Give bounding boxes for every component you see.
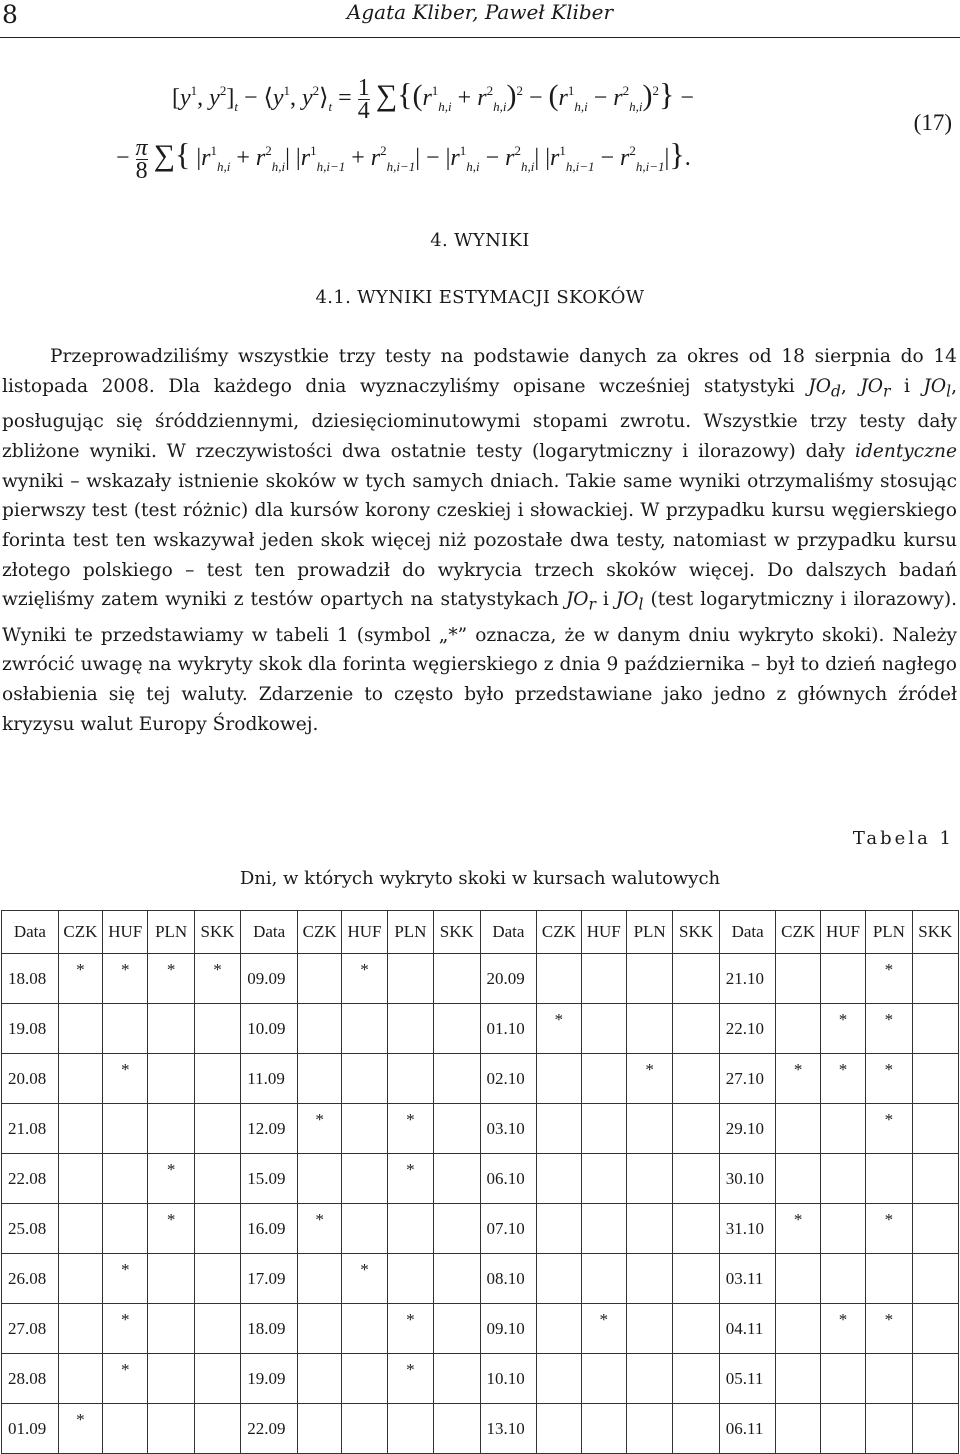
jump-cell: * bbox=[776, 1204, 820, 1254]
date-cell: 30.10 bbox=[719, 1154, 776, 1204]
jump-cell bbox=[626, 1154, 672, 1204]
jump-cell: * bbox=[148, 954, 194, 1004]
jump-cell bbox=[58, 1104, 102, 1154]
jump-cell bbox=[626, 1354, 672, 1404]
body-paragraph: Przeprowadziliśmy wszystkie trzy testy na podstawie danych za okres od 18 sierpnia do 14 listopada 2008. Dla każdego dnia wyznaczyliśmy opisane wcześniej statystyki $JO_d$, $JO_r$ i $JO_l$, posługując się śróddziennymi, dziesięciominutowymi stopami zwrotu. Wszystkie trzy testy dały zbliżone wyniki. W rzeczywistości dwa ostatnie testy (logarytmiczny i ilorazowy) dały identyczne wyniki – wskazały istnienie skoków w tych samych dniach. Takie same wyniki otrzymaliśmy stosując pierwszy test (test różnic) dla kursów korony czeskiej i słowackiej. W przypadku kursu węgierskiego forinta test ten wskazywał jeden skok więcej niż pozostałe dwa testy, natomiast w przypadku kursu złotego polskiego – test ten prowadził do wykrycia trzech skoków więcej. Do dalszych badań wzięliśmy zatem wyniki z testów opartych na statystykach $JO_r$ i $JO_l$ (test logarytmiczny i ilorazowy). Wyniki te przedstawiamy w tabeli 1 (symbol „*” oznacza, że w danym dniu wykryto skoki). Należy zwrócić uwagę na wykryty skok dla forinta węgierskiego z dnia 9 października – był to dzień nagłego osłabienia się tej waluty. Zdarzenie to często było przedstawiane jako jedno z głównych źródeł kryzysu walut Europy Środkowej. bbox=[2, 346, 958, 735]
date-cell: 07.10 bbox=[480, 1204, 537, 1254]
column-header: SKK bbox=[434, 911, 480, 954]
jump-cell bbox=[387, 1054, 433, 1104]
jump-cell bbox=[776, 954, 820, 1004]
date-cell: 22.09 bbox=[241, 1404, 298, 1454]
column-header: Data bbox=[480, 911, 537, 954]
jump-cell bbox=[626, 1204, 672, 1254]
date-cell: 26.08 bbox=[2, 1254, 59, 1304]
table-caption: Dni, w których wykryto skoki w kursach walutowych bbox=[239, 868, 721, 889]
jump-cell bbox=[537, 1104, 581, 1154]
jump-cell: * bbox=[297, 1204, 341, 1254]
jump-cell: * bbox=[537, 1004, 581, 1054]
date-cell: 21.08 bbox=[2, 1104, 59, 1154]
date-cell: 11.09 bbox=[241, 1054, 298, 1104]
jump-cell: * bbox=[820, 1004, 865, 1054]
jump-cell bbox=[820, 1104, 865, 1154]
date-cell: 15.09 bbox=[241, 1154, 298, 1204]
jump-cell bbox=[434, 1254, 480, 1304]
jump-cell bbox=[537, 1254, 581, 1304]
column-header: CZK bbox=[297, 911, 341, 954]
table-row bbox=[2, 954, 959, 1004]
jump-cell: * bbox=[342, 954, 387, 1004]
jump-cell: * bbox=[103, 1054, 148, 1104]
jump-cell bbox=[148, 1054, 194, 1104]
jump-cell: * bbox=[297, 1104, 341, 1154]
jump-cell bbox=[673, 1154, 719, 1204]
jump-cell bbox=[194, 1304, 240, 1354]
date-cell: 04.11 bbox=[719, 1304, 776, 1354]
date-cell: 12.09 bbox=[241, 1104, 298, 1154]
jump-cell bbox=[342, 1354, 387, 1404]
table-row bbox=[2, 1404, 959, 1454]
jump-cell bbox=[912, 1054, 958, 1104]
equation-number: (17) bbox=[913, 110, 952, 135]
jump-cell bbox=[103, 1404, 148, 1454]
jump-cell: * bbox=[866, 1004, 912, 1054]
jump-cell bbox=[673, 1104, 719, 1154]
jump-cell bbox=[297, 1354, 341, 1404]
jump-cell bbox=[673, 1304, 719, 1354]
jump-cell bbox=[673, 1404, 719, 1454]
jump-cell bbox=[103, 1204, 148, 1254]
jump-cell bbox=[342, 1404, 387, 1454]
jump-cell bbox=[673, 954, 719, 1004]
jump-cell: * bbox=[387, 1354, 433, 1404]
jump-cell bbox=[148, 1304, 194, 1354]
jump-cell bbox=[626, 954, 672, 1004]
date-cell: 22.08 bbox=[2, 1154, 59, 1204]
table-label: Tabela 1 bbox=[852, 828, 954, 849]
date-cell: 01.09 bbox=[2, 1404, 59, 1454]
date-cell: 06.10 bbox=[480, 1154, 537, 1204]
jump-cell: * bbox=[342, 1254, 387, 1304]
jump-cell bbox=[194, 1354, 240, 1404]
jump-cell bbox=[342, 1304, 387, 1354]
jump-cell bbox=[537, 1354, 581, 1404]
jump-cell: * bbox=[58, 1404, 102, 1454]
jump-cell bbox=[776, 1004, 820, 1054]
jump-cell bbox=[434, 1354, 480, 1404]
table-row bbox=[2, 1354, 959, 1404]
jump-cell bbox=[581, 1254, 626, 1304]
date-cell: 19.09 bbox=[241, 1354, 298, 1404]
jump-cell: * bbox=[626, 1054, 672, 1104]
jump-cell bbox=[434, 1404, 480, 1454]
jump-cell bbox=[537, 1404, 581, 1454]
jump-cell: * bbox=[103, 1354, 148, 1404]
table-row bbox=[2, 1104, 959, 1154]
jump-cell bbox=[387, 1254, 433, 1304]
jump-cell bbox=[537, 1204, 581, 1254]
jump-cell bbox=[581, 1204, 626, 1254]
date-cell: 01.10 bbox=[480, 1004, 537, 1054]
date-cell: 18.09 bbox=[241, 1304, 298, 1354]
jump-cell bbox=[581, 954, 626, 1004]
jump-cell bbox=[912, 1204, 958, 1254]
column-header: PLN bbox=[387, 911, 433, 954]
column-header: SKK bbox=[912, 911, 958, 954]
date-cell: 02.10 bbox=[480, 1054, 537, 1104]
jump-cell: * bbox=[387, 1154, 433, 1204]
jump-cell: * bbox=[776, 1054, 820, 1104]
jump-cell bbox=[626, 1004, 672, 1054]
jump-cell bbox=[434, 1204, 480, 1254]
jump-cell bbox=[912, 1254, 958, 1304]
jump-cell bbox=[58, 1004, 102, 1054]
header-rule bbox=[0, 37, 960, 38]
jump-cell: * bbox=[866, 1304, 912, 1354]
column-header: Data bbox=[2, 911, 59, 954]
running-header: Agata Kliber, Paweł Kliber bbox=[346, 0, 614, 24]
date-cell: 20.08 bbox=[2, 1054, 59, 1104]
jump-cell bbox=[342, 1204, 387, 1254]
jump-cell bbox=[581, 1104, 626, 1154]
column-header: PLN bbox=[866, 911, 912, 954]
column-header: Data bbox=[719, 911, 776, 954]
subsection-heading: 4.1. WYNIKI ESTYMACJI SKOKÓW bbox=[315, 287, 645, 308]
jump-cell bbox=[148, 1254, 194, 1304]
jump-cell bbox=[194, 1204, 240, 1254]
date-cell: 27.10 bbox=[719, 1054, 776, 1104]
date-cell: 20.09 bbox=[480, 954, 537, 1004]
table-row bbox=[2, 1204, 959, 1254]
jump-cell bbox=[103, 1104, 148, 1154]
jump-cell bbox=[297, 1154, 341, 1204]
jump-cell bbox=[626, 1404, 672, 1454]
date-cell: 27.08 bbox=[2, 1304, 59, 1354]
date-cell: 09.10 bbox=[480, 1304, 537, 1354]
date-cell: 31.10 bbox=[719, 1204, 776, 1254]
column-header: HUF bbox=[820, 911, 865, 954]
date-cell: 06.11 bbox=[719, 1404, 776, 1454]
jump-cell: * bbox=[103, 954, 148, 1004]
jump-cell bbox=[776, 1304, 820, 1354]
jump-cell bbox=[342, 1104, 387, 1154]
date-cell: 08.10 bbox=[480, 1254, 537, 1304]
column-header: SKK bbox=[194, 911, 240, 954]
jump-cell bbox=[434, 1004, 480, 1054]
jump-cell bbox=[776, 1154, 820, 1204]
date-cell: 22.10 bbox=[719, 1004, 776, 1054]
jump-cell: * bbox=[866, 1104, 912, 1154]
jump-cell bbox=[194, 1054, 240, 1104]
jump-cell bbox=[673, 1204, 719, 1254]
date-cell: 09.09 bbox=[241, 954, 298, 1004]
jump-cell: * bbox=[387, 1304, 433, 1354]
equation-line-1: [$y^1$, $y^2]_t$ − $⟨y^1$, $y^2⟩_t$ = $\frac{1}{4}$ $\sum\{(r^1_{h,i} + r^2_{h,i})^2 - (r^1_{h,i} - r^2_{h,i})^2\}$ − bbox=[172, 74, 694, 124]
jump-cell bbox=[194, 1004, 240, 1054]
jump-cell bbox=[103, 1154, 148, 1204]
column-header: HUF bbox=[581, 911, 626, 954]
jump-cell bbox=[912, 954, 958, 1004]
jump-cell bbox=[912, 1304, 958, 1354]
column-header: HUF bbox=[342, 911, 387, 954]
table-row bbox=[2, 1304, 959, 1354]
jump-cell bbox=[58, 1354, 102, 1404]
date-cell: 19.08 bbox=[2, 1004, 59, 1054]
page-number: 8 bbox=[2, 0, 18, 29]
date-cell: 18.08 bbox=[2, 954, 59, 1004]
jump-cell bbox=[626, 1104, 672, 1154]
jump-cell: * bbox=[820, 1054, 865, 1104]
jump-cell bbox=[434, 1054, 480, 1104]
jump-cell: * bbox=[148, 1154, 194, 1204]
column-header: HUF bbox=[103, 911, 148, 954]
jump-cell bbox=[434, 1304, 480, 1354]
column-header: PLN bbox=[148, 911, 194, 954]
jump-cell bbox=[537, 1304, 581, 1354]
jump-cell bbox=[58, 1204, 102, 1254]
jump-cell bbox=[581, 1154, 626, 1204]
jump-cell bbox=[820, 954, 865, 1004]
jump-cell bbox=[387, 954, 433, 1004]
jump-cell bbox=[820, 1354, 865, 1404]
jump-cell bbox=[912, 1104, 958, 1154]
jump-cell bbox=[673, 1354, 719, 1404]
jump-cell bbox=[148, 1104, 194, 1154]
jump-cell bbox=[776, 1104, 820, 1154]
jump-cell: * bbox=[820, 1304, 865, 1354]
jump-cell bbox=[297, 1404, 341, 1454]
table-row bbox=[2, 1054, 959, 1104]
section-heading: 4. WYNIKI bbox=[430, 230, 530, 251]
date-cell: 10.09 bbox=[241, 1004, 298, 1054]
date-cell: 03.10 bbox=[480, 1104, 537, 1154]
date-cell: 03.11 bbox=[719, 1254, 776, 1304]
date-cell: 17.09 bbox=[241, 1254, 298, 1304]
jump-cell: * bbox=[866, 1204, 912, 1254]
jump-cell bbox=[297, 954, 341, 1004]
jump-cell: * bbox=[103, 1254, 148, 1304]
jump-cell bbox=[912, 1154, 958, 1204]
column-header: PLN bbox=[626, 911, 672, 954]
jump-cell bbox=[103, 1004, 148, 1054]
jump-cell bbox=[820, 1254, 865, 1304]
jump-cell: * bbox=[148, 1204, 194, 1254]
table-header-row bbox=[2, 911, 959, 954]
column-header: SKK bbox=[673, 911, 719, 954]
date-cell: 05.11 bbox=[719, 1354, 776, 1404]
jump-cell bbox=[148, 1404, 194, 1454]
jump-cell bbox=[297, 1054, 341, 1104]
jump-cell bbox=[626, 1304, 672, 1354]
jump-cell bbox=[194, 1254, 240, 1304]
jump-cell: * bbox=[866, 1054, 912, 1104]
table-row bbox=[2, 1254, 959, 1304]
jump-cell bbox=[58, 1254, 102, 1304]
date-cell: 13.10 bbox=[480, 1404, 537, 1454]
table-row bbox=[2, 1154, 959, 1204]
jump-cell bbox=[626, 1254, 672, 1304]
jump-days-table bbox=[1, 910, 959, 1454]
column-header: CZK bbox=[537, 911, 581, 954]
jump-cell bbox=[581, 1054, 626, 1104]
jump-cell bbox=[673, 1054, 719, 1104]
jump-cell bbox=[581, 1404, 626, 1454]
jump-cell: * bbox=[194, 954, 240, 1004]
jump-cell bbox=[912, 1354, 958, 1404]
jump-cell: * bbox=[866, 954, 912, 1004]
jump-cell bbox=[776, 1354, 820, 1404]
date-cell: 25.08 bbox=[2, 1204, 59, 1254]
jump-cell bbox=[342, 1054, 387, 1104]
date-cell: 21.10 bbox=[719, 954, 776, 1004]
jump-cell bbox=[820, 1154, 865, 1204]
jump-cell bbox=[297, 1254, 341, 1304]
date-cell: 16.09 bbox=[241, 1204, 298, 1254]
jump-cell bbox=[820, 1204, 865, 1254]
jump-cell bbox=[673, 1004, 719, 1054]
jump-cell bbox=[148, 1354, 194, 1404]
jump-cell bbox=[537, 1154, 581, 1204]
jump-cell bbox=[912, 1004, 958, 1054]
jump-cell bbox=[194, 1404, 240, 1454]
jump-cell bbox=[581, 1354, 626, 1404]
jump-cell bbox=[776, 1404, 820, 1454]
jump-cell bbox=[537, 1054, 581, 1104]
jump-cell: * bbox=[581, 1304, 626, 1354]
jump-cell bbox=[387, 1404, 433, 1454]
jump-cell bbox=[148, 1004, 194, 1054]
jump-cell bbox=[342, 1154, 387, 1204]
jump-cell bbox=[58, 1054, 102, 1104]
jump-cell: * bbox=[387, 1104, 433, 1154]
jump-cell bbox=[912, 1404, 958, 1454]
column-header: CZK bbox=[58, 911, 102, 954]
jump-cell bbox=[581, 1004, 626, 1054]
jump-cell: * bbox=[58, 954, 102, 1004]
jump-cell bbox=[58, 1154, 102, 1204]
jump-cell bbox=[434, 1154, 480, 1204]
column-header: Data bbox=[241, 911, 298, 954]
jump-cell bbox=[434, 1104, 480, 1154]
jump-cell bbox=[297, 1004, 341, 1054]
jump-cell bbox=[866, 1154, 912, 1204]
jump-cell bbox=[820, 1404, 865, 1454]
jump-cell bbox=[58, 1304, 102, 1354]
column-header: CZK bbox=[776, 911, 820, 954]
date-cell: 29.10 bbox=[719, 1104, 776, 1154]
equation-line-2: − $\frac{\pi}{8}$ ∑{ $|r^1_{h,i} + r^2_{h,i}|$ $|r^1_{h,i-1} + r^2_{h,i-1}| - |r^1_{h,i} - r^2_{h,i}|$ $|r^1_{h,i-1} - r^2_{h,i-1}|$}. bbox=[116, 134, 691, 184]
date-cell: 28.08 bbox=[2, 1354, 59, 1404]
jump-cell bbox=[194, 1154, 240, 1204]
jump-cell bbox=[776, 1254, 820, 1304]
date-cell: 10.10 bbox=[480, 1354, 537, 1404]
jump-cell bbox=[387, 1204, 433, 1254]
jump-cell bbox=[194, 1104, 240, 1154]
jump-cell bbox=[866, 1354, 912, 1404]
jump-cell bbox=[387, 1004, 433, 1054]
jump-cell bbox=[342, 1004, 387, 1054]
jump-cell bbox=[297, 1304, 341, 1354]
jump-cell bbox=[866, 1404, 912, 1454]
jump-cell bbox=[434, 954, 480, 1004]
table-row bbox=[2, 1004, 959, 1054]
jump-cell bbox=[673, 1254, 719, 1304]
jump-cell bbox=[866, 1254, 912, 1304]
jump-cell bbox=[537, 954, 581, 1004]
jump-cell: * bbox=[103, 1304, 148, 1354]
